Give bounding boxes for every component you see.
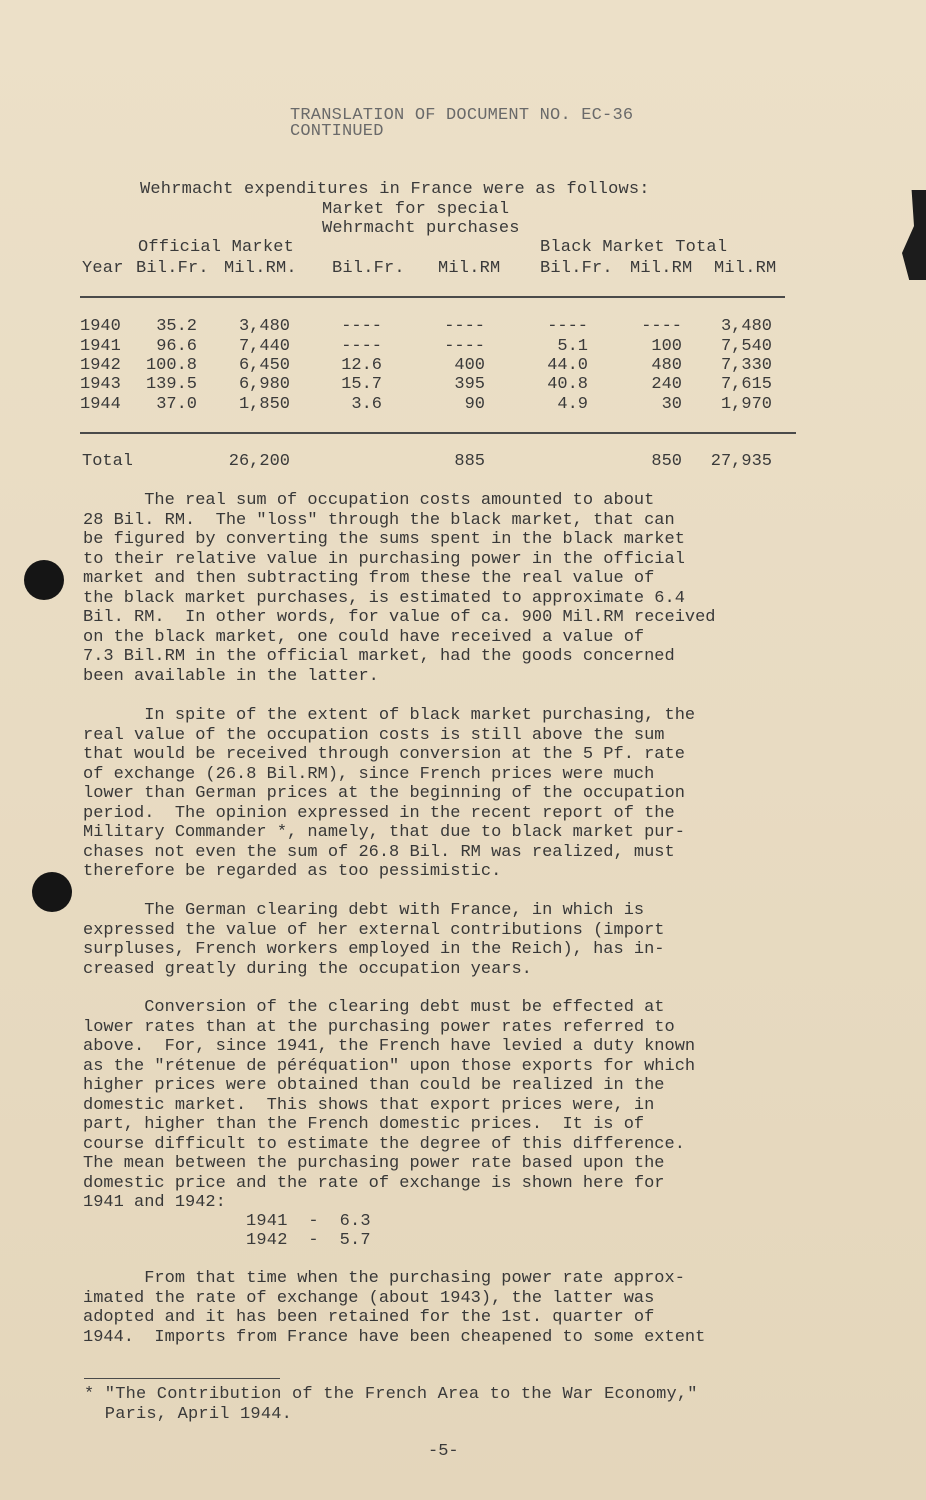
- cell-sp-mil: 400: [454, 356, 485, 375]
- cell-off-mil: 7,440: [238, 337, 290, 356]
- cell-sp-mil: ----: [444, 337, 485, 356]
- cell-year: 1941: [80, 337, 121, 356]
- footnote-rule: [84, 1378, 280, 1379]
- footnote-line-2: Paris, April 1944.: [84, 1405, 293, 1424]
- cell-sp-bil: 15.7: [341, 375, 382, 394]
- cell-sp-bil: ----: [341, 337, 382, 356]
- col-header-year: Year: [82, 259, 124, 278]
- torn-edge-icon: [902, 190, 926, 280]
- document-header: TRANSLATION OF DOCUMENT NO. EC-36: [290, 106, 634, 125]
- paragraph-real-sum: The real sum of occupation costs amounted to about 28 Bil. RM. The "loss" through the black market, that can be figured by converting the sums spent in the black market to their relative value in purchasing power in the official market and then subtracting from these the real value of the black market purchases, is estimated to approximate 6.4 Bil. RM. In other words, for value of ca. 900 Mil.RM received on the black market, one could have received a value of 7.3 Bil.RM in the official market, had the goods concerned been available in the latter.: [83, 491, 716, 686]
- cell-off-mil: 1,850: [238, 395, 290, 414]
- cell-off-mil: 6,450: [238, 356, 290, 375]
- cell-year: 1940: [80, 317, 121, 336]
- cell-off-mil: 3,480: [238, 317, 290, 336]
- cell-off-mil: 6,980: [238, 375, 290, 394]
- cell-total: 7,540: [720, 337, 772, 356]
- page-number: -5-: [428, 1442, 459, 1461]
- punch-hole-icon: [24, 560, 64, 600]
- cell-bl-bil: 4.9: [557, 395, 588, 414]
- col-header-sp-mil: Mil.RM: [438, 259, 501, 278]
- cell-bl-mil: 100: [651, 337, 682, 356]
- cell-sp-bil: 3.6: [351, 395, 382, 414]
- cell-off-bil: 100.8: [145, 356, 197, 375]
- cell-sp-mil: 90: [464, 395, 485, 414]
- cell-total: 7,330: [720, 356, 772, 375]
- cell-off-bil: 96.6: [156, 337, 197, 356]
- cell-bl-mil: 30: [661, 395, 682, 414]
- cell-bl-bil: 44.0: [547, 356, 588, 375]
- total-off-mil: 26,200: [228, 452, 290, 471]
- cell-bl-mil: 480: [651, 356, 682, 375]
- footnote-line-1: * "The Contribution of the French Area to the War Economy,": [84, 1385, 698, 1404]
- cell-bl-mil: 240: [651, 375, 682, 394]
- cell-sp-mil: 395: [454, 375, 485, 394]
- table-intro: Wehrmacht expenditures in France were as follows:: [140, 180, 650, 199]
- col-header-bl-mil: Mil.RM: [630, 259, 693, 278]
- cell-off-bil: 35.2: [156, 317, 197, 336]
- col-header-bl-bil: Bil.Fr.: [540, 259, 613, 278]
- document-header-continued: CONTINUED: [290, 122, 384, 141]
- cell-bl-bil: 5.1: [557, 337, 588, 356]
- group-header-special-1: Market for special: [322, 200, 510, 219]
- total-total: 27,935: [710, 452, 772, 471]
- group-header-official: Official Market: [138, 238, 295, 257]
- cell-year: 1942: [80, 356, 121, 375]
- paragraph-clearing-debt: The German clearing debt with France, in which is expressed the value of her external contributions (import surpluses, French workers employed in the Reich), has in- creased greatly during the occupation years.: [83, 901, 665, 979]
- cell-off-bil: 37.0: [156, 395, 197, 414]
- cell-year: 1944: [80, 395, 121, 414]
- cell-bl-mil: ----: [641, 317, 682, 336]
- cell-bl-bil: 40.8: [547, 375, 588, 394]
- table-rule-top: [80, 296, 785, 298]
- cell-bl-bil: ----: [547, 317, 588, 336]
- col-header-off-bil: Bil.Fr.: [136, 259, 209, 278]
- cell-total: 7,615: [720, 375, 772, 394]
- rate-1941: 1941 - 6.3: [246, 1212, 371, 1231]
- col-header-sp-bil: Bil.Fr.: [332, 259, 405, 278]
- cell-sp-bil: 12.6: [341, 356, 382, 375]
- group-header-special-2: Wehrmacht purchases: [322, 219, 520, 238]
- paragraph-purchasing-rate: From that time when the purchasing power rate approx- imated the rate of exchange (about 1943), the latter was adopted and it has been retained for the 1st. quarter of 1944. Imports from France have been cheapened to some extent: [83, 1269, 706, 1347]
- cell-off-bil: 139.5: [145, 375, 197, 394]
- cell-total: 3,480: [720, 317, 772, 336]
- col-header-total: Mil.RM: [714, 259, 777, 278]
- cell-sp-bil: ----: [341, 317, 382, 336]
- col-header-off-mil: Mil.RM.: [224, 259, 297, 278]
- total-sp-mil: 885: [454, 452, 485, 471]
- paragraph-black-market: In spite of the extent of black market purchasing, the real value of the occupation costs is still above the sum that would be received through conversion at the 5 Pf. rate of exchange (26.8 Bil.RM), since French prices were much lower than German prices at the beginning of the occupation period. The opinion expressed in the recent report of the Military Commander *, namely, that due to black market pur- chases not even the sum of 26.8 Bil. RM was realized, must therefore be regarded as too pessimistic.: [83, 706, 696, 881]
- table-rule-bottom: [80, 432, 796, 434]
- punch-hole-icon: [32, 872, 72, 912]
- total-bl-mil: 850: [651, 452, 682, 471]
- cell-year: 1943: [80, 375, 121, 394]
- cell-total: 1,970: [720, 395, 772, 414]
- group-header-black-total: Black Market Total: [540, 238, 728, 257]
- rate-1942: 1942 - 5.7: [246, 1231, 371, 1250]
- paragraph-conversion: Conversion of the clearing debt must be effected at lower rates than at the purchasing power rates referred to above. For, since 1941, the French have levied a duty known as the "rétenue de péréquation" upon those exports for which higher prices were obtained than could be realized in the domestic market. This shows that export prices were, in part, higher than the French domestic prices. It is of course difficult to estimate the degree of this difference. The mean between the purchasing power rate based upon the domestic price and the rate of exchange is shown here for 1941 and 1942:: [83, 998, 696, 1212]
- cell-sp-mil: ----: [444, 317, 485, 336]
- total-label: Total: [82, 452, 134, 471]
